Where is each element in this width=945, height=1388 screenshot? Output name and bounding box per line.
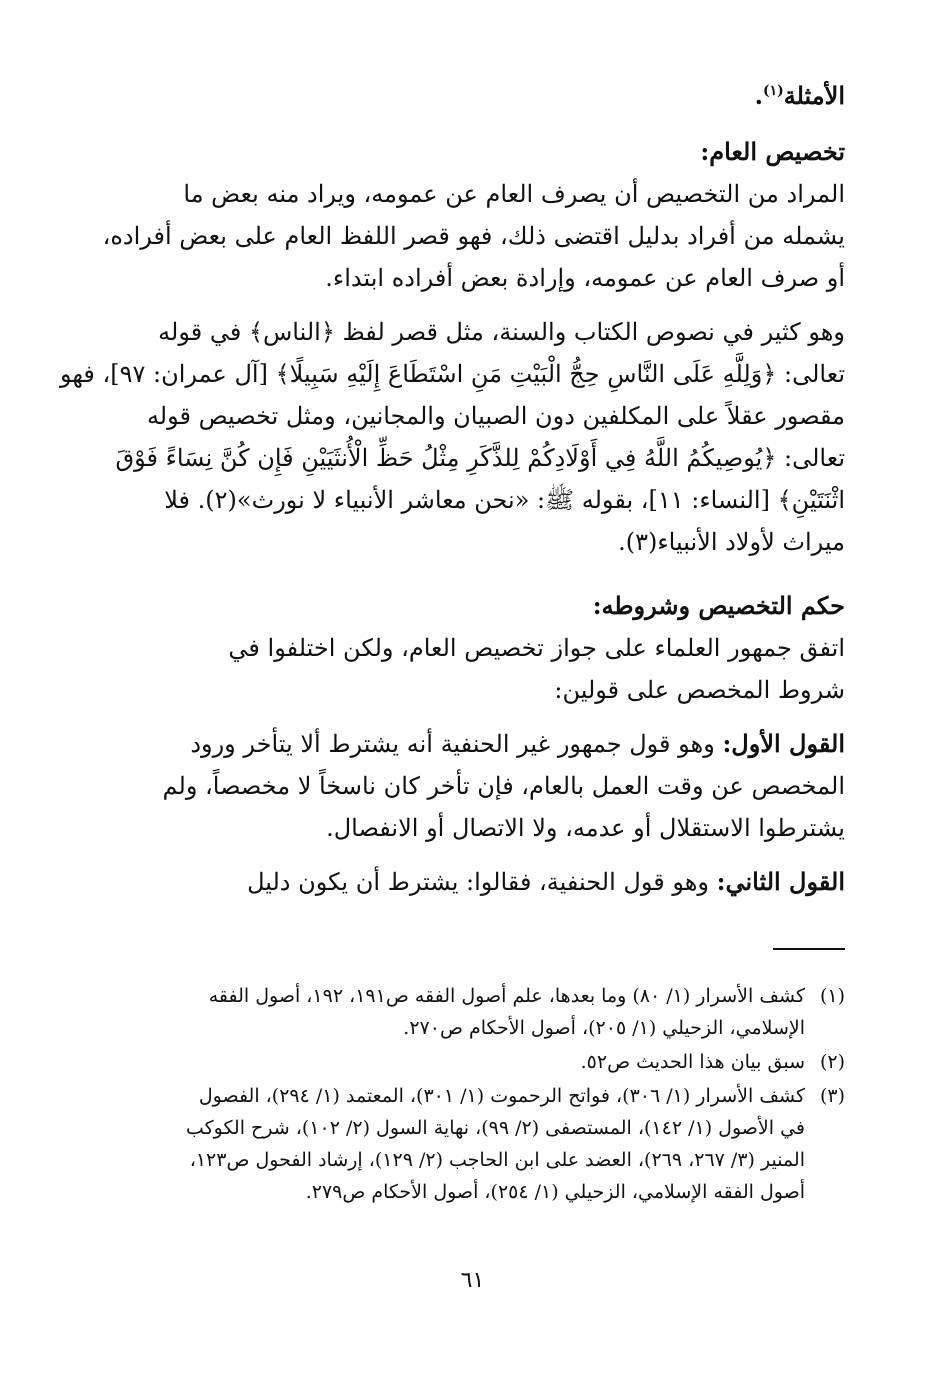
second-opinion-text: وهو قول الحنفية، فقالوا: يشترط أن يكون دليل: [247, 868, 717, 896]
text-line: يشمله من أفراد بدليل اقتضى ذلك، فهو قصر اللفظ العام على بعض أفراده،: [102, 222, 845, 250]
paragraph-examples: [59, 311, 845, 563]
paragraph-agreement: [130, 627, 845, 711]
footnote-line: الإسلامي، الزحيلي (١/ ٢٠٥)، أصول الأحكام ص٢٧٠.: [403, 1017, 805, 1039]
footnote-item: [130, 1046, 845, 1078]
footnote-text: [130, 1046, 805, 1078]
text-line: [130, 861, 845, 903]
footnote-line: كشف الأسرار (١/ ٣٠٦)، فواتح الرحموت (١/ ٣٠١)، المعتمد (١/ ٢٩٤)، الفصول: [198, 1085, 805, 1107]
footnote-number: (٣): [819, 1085, 845, 1107]
page-number: ٦١: [460, 1268, 485, 1293]
text-line: ميراث لأولاد الأنبياء(٣).: [618, 528, 845, 556]
footnote-item: [130, 980, 845, 1044]
footnote-line: أصول الفقه الإسلامي، الزحيلي (١/ ٢٥٤)، أصول الأحكام ص٢٧٩.: [305, 1181, 805, 1203]
footnote-line: كشف الأسرار (١/ ٨٠) وما بعدها، علم أصول الفقه ص١٩١، ١٩٢، أصول الفقه: [208, 985, 805, 1007]
footnote-line: في الأصول (١/ ١٤٢)، المستصفى (٢/ ٩٩)، نهاية السول (٢/ ١٠٢)، شرح الكوكب: [185, 1117, 805, 1139]
section-heading-rulings: حكم التخصيص وشروطه:: [592, 591, 845, 620]
paragraph-definition: [102, 173, 845, 299]
footnote-text: [130, 1080, 805, 1208]
footnote-text: [130, 980, 805, 1044]
footnote-line: المنير (٣/ ٢٦٧، ٢٦٩)، العضد على ابن الحاجب (٢/ ١٢٩)، إرشاد الفحول ص١٢٣،: [189, 1149, 805, 1171]
text-line: أو صرف العام عن عمومه، وإرادة بعض أفراده ابتداء.: [325, 264, 845, 292]
first-opinion-label: القول الأول:: [722, 729, 845, 758]
top-line: [130, 70, 845, 117]
section-heading-specification: تخصيص العام:: [700, 137, 845, 166]
text-line: يشترطوا الاستقلال أو عدمه، ولا الاتصال أو الانفصال.: [326, 814, 845, 842]
footnote-line: سبق بيان هذا الحديث ص٥٢.: [580, 1051, 805, 1073]
text-line: اتفق جمهور العلماء على جواز تخصيص العام، ولكن اختلفوا في: [228, 634, 845, 662]
text-line: المراد من التخصيص أن يصرف العام عن عمومه، ويراد منه بعض ما: [183, 180, 845, 208]
footnote-number: (١): [819, 985, 845, 1007]
text-line: [130, 723, 845, 765]
text-line: اثْنَتَيْنِ﴾ [النساء: ١١]، بقوله ﷺ: «نحن معاشر الأنبياء لا نورث»(٢). فلا: [164, 486, 845, 514]
text-line: المخصص عن وقت العمل بالعام، فإن تأخر كان ناسخاً لا مخصصاً، ولم: [162, 772, 845, 800]
top-line-end: .: [754, 81, 763, 110]
text-line: مقصور عقلاً على المكلفين دون الصبيان والمجانين، ومثل تخصيص قوله: [146, 402, 845, 430]
text-line: شروط المخصص على قولين:: [554, 676, 845, 704]
text-line: وهو كثير في نصوص الكتاب والسنة، مثل قصر لفظ ﴿الناس﴾ في قوله: [158, 318, 845, 346]
footnote-ref-1: (١): [762, 83, 784, 99]
top-line-text: الأمثلة: [783, 81, 845, 110]
paragraph-second-opinion: [130, 861, 845, 903]
footnote-separator: [773, 948, 845, 950]
footnote-item: [130, 1080, 845, 1208]
first-opinion-text: وهو قول جمهور غير الحنفية أنه يشترط ألا يتأخر ورود: [190, 730, 723, 758]
paragraph-first-opinion: [130, 723, 845, 849]
footnotes: [130, 980, 845, 1210]
footnote-number: (٢): [819, 1051, 845, 1073]
text-line: تعالى: ﴿وَلِلَّهِ عَلَى النَّاسِ حِجُّ الْبَيْتِ مَنِ اسْتَطَاعَ إِلَيْهِ سَبِيلًا﴾ [آل عمران: ٩٧]، فهو: [59, 360, 845, 388]
text-line: تعالى: ﴿يُوصِيكُمُ اللَّهُ فِي أَوْلَادِكُمْ لِلذَّكَرِ مِثْلُ حَظِّ الْأُنثَيَيْنِ فَإِن كُنَّ نِسَاءً فَوْقَ: [115, 444, 845, 472]
second-opinion-label: القول الثاني:: [716, 867, 845, 896]
